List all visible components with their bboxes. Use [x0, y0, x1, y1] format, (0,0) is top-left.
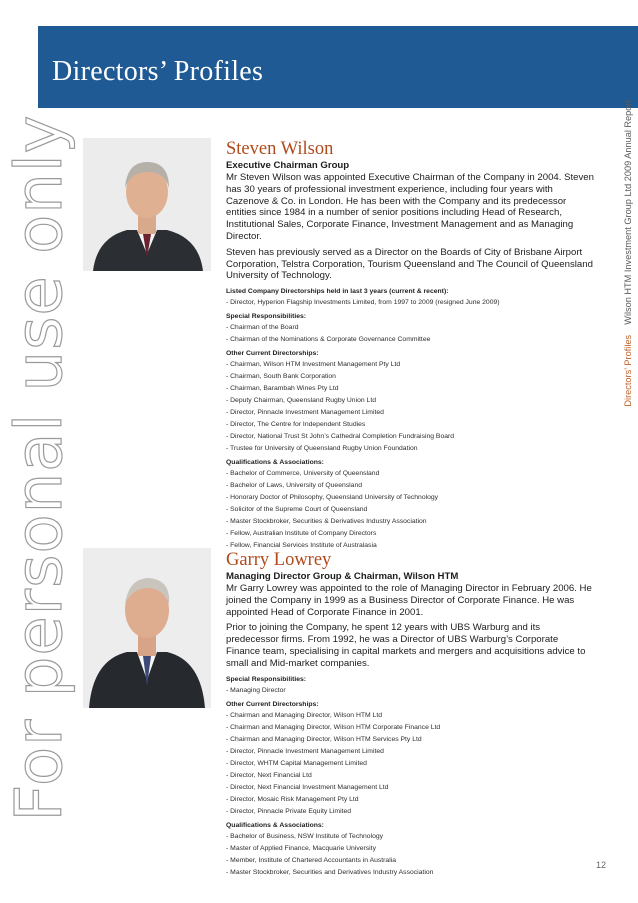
list-item: - Director, The Centre for Independent Studies [226, 421, 366, 429]
watermark: For personal use only [3, 114, 77, 822]
list-item: - Bachelor of Business, NSW Institute of Technology [226, 832, 384, 840]
bio-paragraph: Prior to joining the Company, he spent 12 years with UBS Warburg and its predecessor firms. From 1992, he was a Director of UBS Warburg’s Corporate Finance team, specialising in capital markets and mergers and acquisitions advice to small and Mid-market companies. [226, 622, 586, 669]
list-item: - Chairman, Wilson HTM Investment Management Pty Ltd [226, 361, 401, 369]
list-item: - Master Stockbroker, Securities & Derivatives Industry Association [226, 518, 427, 526]
list-item: - Managing Director [226, 686, 286, 694]
section-heading: Special Responsibilities: [226, 675, 307, 683]
list-item: - Director, Next Financial Ltd [226, 771, 312, 779]
list-item: - Chairman, Barambah Wines Pty Ltd [226, 385, 339, 393]
section-label: Directors’ Profiles [623, 334, 633, 407]
section-heading: Listed Company Directorships held in last 3 years (current & recent): [226, 288, 449, 296]
bio-paragraph: Mr Steven Wilson was appointed Executive Chairman of the Company in 2004. Steven has 30 years of professional investment experience, including four years with Cazenove & Co. in London. He has been with the Company and its predecessor entities since 1984 in a number of senior positions including Head of Research, Institutional Sales, Corporate Finance, Investment Management and as Managing Director. [226, 172, 594, 242]
list-item: - Master of Applied Finance, Macquarie University [226, 844, 376, 852]
list-item: - Fellow, Australian Institute of Company Directors [226, 530, 377, 538]
director-role: Executive Chairman Group [226, 160, 350, 171]
list-item: - Master Stockbroker, Securities and Derivatives Industry Association [226, 868, 434, 876]
page-title: Directors’ Profiles [52, 56, 264, 87]
list-item: - Director, Pinnacle Investment Management Limited [226, 747, 384, 755]
side-running-header [621, 100, 635, 520]
bio-paragraph: Mr Garry Lowrey was appointed to the role of Managing Director in February 2006. He joined the Company in 1999 as a Business Director of Corporate Finance. He was appointed Head of Corporate Finance in 2001. [226, 583, 592, 618]
list-item: - Trustee for University of Queensland Rugby Union Foundation [226, 445, 418, 453]
list-item: - Director, Mosaic Risk Management Pty Ltd [226, 795, 359, 803]
director-photo-garry-lowrey [83, 548, 211, 708]
list-item: - Bachelor of Commerce, University of Queensland [226, 470, 380, 478]
list-item: - Deputy Chairman, Queensland Rugby Union Ltd [226, 397, 376, 405]
list-item: - Director, Pinnacle Private Equity Limited [226, 807, 352, 815]
list-item: - Director, National Trust St John’s Cathedral Completion Fundraising Board [226, 433, 455, 441]
list-item: - Director, Next Financial Investment Management Ltd [226, 783, 389, 791]
director-name: Garry Lowrey [226, 550, 332, 570]
report-label: Wilson HTM Investment Group Ltd 2009 Annual Report [623, 100, 633, 325]
list-item: - Director, WHTM Capital Management Limited [226, 759, 367, 767]
list-item: - Solicitor of the Supreme Court of Queensland [226, 506, 368, 514]
section-heading: Qualifications & Associations: [226, 821, 324, 829]
list-item: - Chairman, South Bank Corporation [226, 373, 336, 381]
section-heading: Other Current Directorships: [226, 350, 319, 358]
director-name: Steven Wilson [226, 139, 334, 159]
list-item: - Director, Pinnacle Investment Management Limited [226, 409, 384, 417]
list-item: - Honorary Doctor of Philosophy, Queensland University of Technology [226, 494, 439, 502]
list-item: - Chairman of the Board [226, 324, 299, 332]
section-heading: Special Responsibilities: [226, 313, 307, 321]
profile-garry-lowrey [226, 550, 594, 879]
list-item: - Member, Institute of Chartered Accountants in Australia [226, 856, 397, 864]
director-role: Managing Director Group & Chairman, Wilson HTM [226, 571, 459, 582]
profile-steven-wilson [226, 139, 594, 552]
page-number: 12 [596, 860, 607, 870]
list-item: - Director, Hyperion Flagship Investments Limited, from 1997 to 2009 (resigned June 2009) [226, 299, 500, 307]
list-item: - Chairman and Managing Director, Wilson HTM Services Pty Ltd [226, 735, 422, 743]
page-banner [38, 26, 638, 108]
list-item: - Chairman and Managing Director, Wilson HTM Corporate Finance Ltd [226, 723, 441, 731]
list-item: - Chairman and Managing Director, Wilson HTM Ltd [226, 711, 383, 719]
director-photo-steven-wilson [83, 138, 211, 271]
bio-paragraph: Steven has previously served as a Director on the Boards of City of Brisbane Airport Corporation, Telstra Corporation, Tourism Queensland and The Council of Queensland University of Technology. [226, 246, 593, 282]
section-heading: Other Current Directorships: [226, 700, 319, 708]
section-heading: Qualifications & Associations: [226, 459, 324, 467]
list-item: - Chairman of the Nominations & Corporate Governance Committee [226, 336, 431, 344]
list-item: - Fellow, Financial Services Institute of Australasia [226, 542, 377, 550]
list-item: - Bachelor of Laws, University of Queensland [226, 482, 363, 490]
